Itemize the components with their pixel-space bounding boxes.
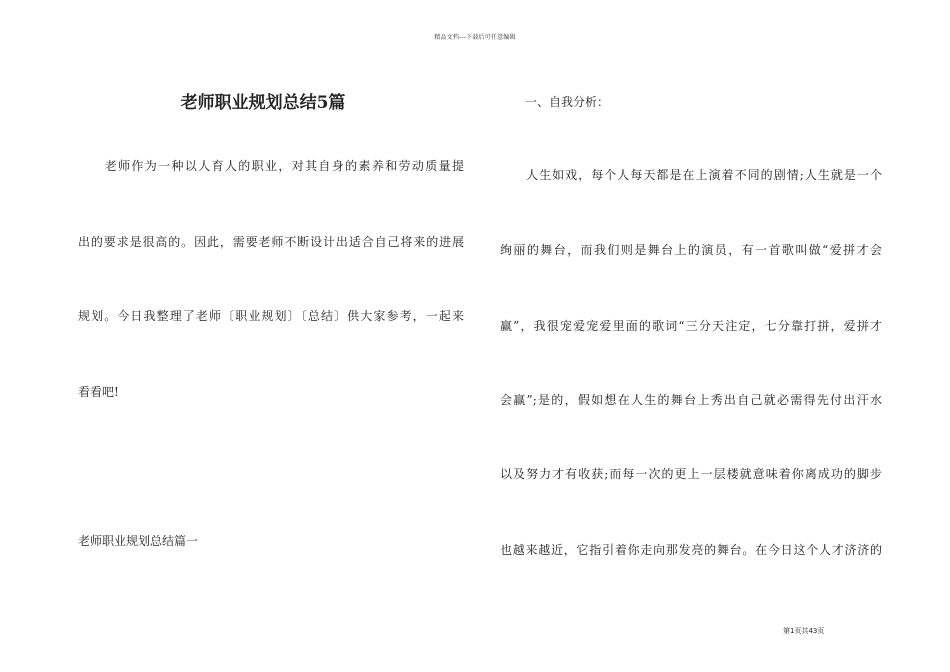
intro-line-4: 看看吧! (78, 385, 119, 399)
body-line-4: 会赢”;是的，假如想在人生的舞台上秀出自己就必需得先付出汗水 (500, 393, 882, 407)
intro-line-2: 出的要求是很高的。因此，需要老师不断设计出适合自己将来的进展 (78, 235, 464, 249)
body-line-5: 以及努力才有收获;而每一次的更上一层楼就意味着你离成功的脚步 (500, 467, 882, 481)
section-heading-1: 老师职业规划总结篇一 (78, 534, 199, 548)
intro-line-3: 规划。今日我整理了老师〔职业规划〕〔总结〕供大家参考，一起来 (78, 309, 464, 323)
intro-line-1: 老师作为一种以人育人的职业，对其自身的素养和劳动质量提 (78, 159, 464, 173)
body-line-6: 也越来越近，它指引着你走向那发亮的舞台。在今日这个人才济济的 (500, 543, 882, 557)
document-title: 老师职业规划总结5篇 (180, 93, 346, 113)
body-line-3: 赢”，我很宠爱宠爱里面的歌词“三分天注定，七分靠打拼，爱拼才 (500, 319, 882, 333)
section-heading-self-analysis: 一、自我分析： (525, 95, 610, 109)
body-line-1: 人生如戏，每个人每天都是在上演着不同的剧情;人生就是一个 (500, 168, 882, 182)
body-line-2: 绚丽的舞台，而我们则是舞台上的演员，有一首歌叫做“爱拼才会 (500, 243, 882, 257)
page-number: 第1页共43页 (783, 627, 825, 635)
document-header-note: 精品文档---下载后可任意编辑 (434, 34, 516, 41)
